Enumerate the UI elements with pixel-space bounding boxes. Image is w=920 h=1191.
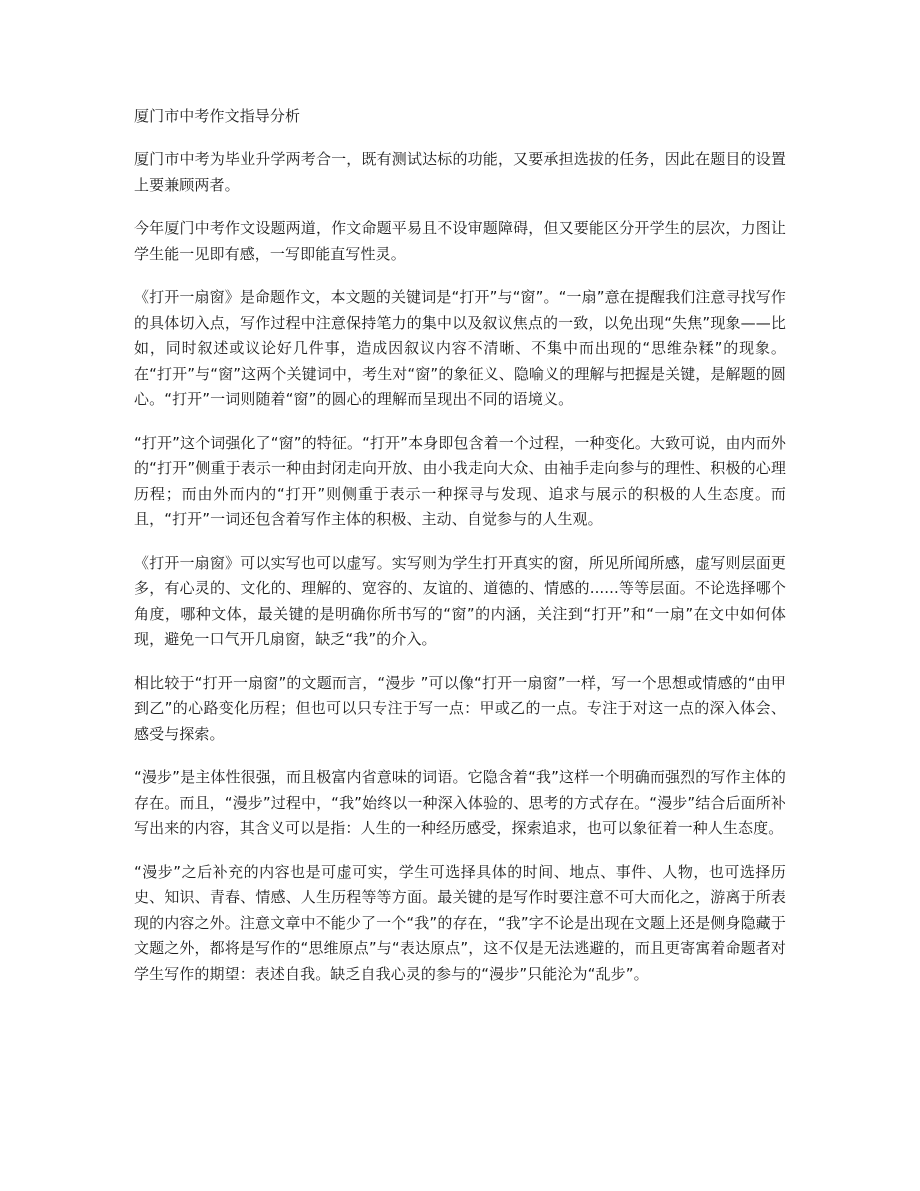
paragraph-1: 厦门市中考为毕业升学两考合一，既有测试达标的功能，又要承担选拔的任务，因此在题目的设置上要兼顾两者。 [134, 150, 786, 194]
paragraph-3: 《打开一扇窗》是命题作文，本文题的关键词是“打开”与“窗”。“一扇”意在提醒我们注意寻找写作的具体切入点，写作过程中注意保持笔力的集中以及叙议焦点的一致，以免出现“失焦”现象——比如，同时叙述或议论好几件事，造成因叙议内容不清晰、不集中而出现的“思维杂糅”的现象。在“打开”与“窗”这两个关键词中，考生对“窗”的象征义、隐喻义的理解与把握是关键，是解题的圆心。“打开”一词则随着“窗”的圆心的理解而呈现出不同的语境义。 [134, 288, 786, 408]
document-page [134, 104, 786, 1005]
paragraph-2: 今年厦门中考作文设题两道，作文命题平易且不设审题障碍，但又要能区分开学生的层次，力图让学生能一见即有感，一写即能直写性灵。 [134, 219, 786, 263]
paragraph-4: “打开”这个词强化了“窗”的特征。“打开”本身即包含着一个过程，一种变化。大致可说，由内而外的“打开”侧重于表示一种由封闭走向开放、由小我走向大众、由袖手走向参与的理性、积极的心理历程；而由外而内的“打开”则侧重于表示一种探寻与发现、追求与展示的积极的人生态度。而且，“打开”一词还包含着写作主体的积极、主动、自觉参与的人生观。 [134, 433, 786, 528]
document-title: 厦门市中考作文指导分析 [134, 107, 301, 125]
paragraph-5: 《打开一扇窗》可以实写也可以虚写。实写则为学生打开真实的窗，所见所闻所感，虚写则层面更多，有心灵的、文化的、理解的、宽容的、友谊的、道德的、情感的......等等层面。不论选择哪个角度，哪种文体，最关键的是明确你所书写的“窗”的内涵，关注到“打开”和“一扇”在文中如何体现，避免一口气开几扇窗，缺乏“我”的介入。 [134, 553, 786, 648]
paragraph-6: 相比较于“打开一扇窗”的文题而言，“漫步 ”可以像“打开一扇窗”一样，写一个思想或情感的“由甲到乙”的心路变化历程；但也可以只专注于写一点：甲或乙的一点。专注于对这一点的深入体会、感受与探索。 [134, 673, 786, 743]
paragraph-7: “漫步”是主体性很强，而且极富内省意味的词语。它隐含着“我”这样一个明确而强烈的写作主体的存在。而且，“漫步”过程中，“我”始终以一种深入体验的、思考的方式存在。“漫步”结合后面所补写出来的内容，其含义可以是指：人生的一种经历感受，探索追求，也可以象征着一种人生态度。 [134, 768, 786, 837]
paragraph-8: “漫步”之后补充的内容也是可虚可实，学生可选择具体的时间、地点、事件、人物，也可选择历史、知识、青春、情感、人生历程等等方面。最关键的是写作时要注意不可大而化之，游离于所表现的内容之外。注意文章中不能少了一个“我”的存在，“我”字不论是出现在文题上还是侧身隐藏于文题之外，都将是写作的“思维原点”与“表达原点”，这不仅是无法逃避的，而且更寄寓着命题者对学生写作的期望：表述自我。缺乏自我心灵的参与的“漫步”只能沦为“乱步”。 [134, 862, 786, 983]
